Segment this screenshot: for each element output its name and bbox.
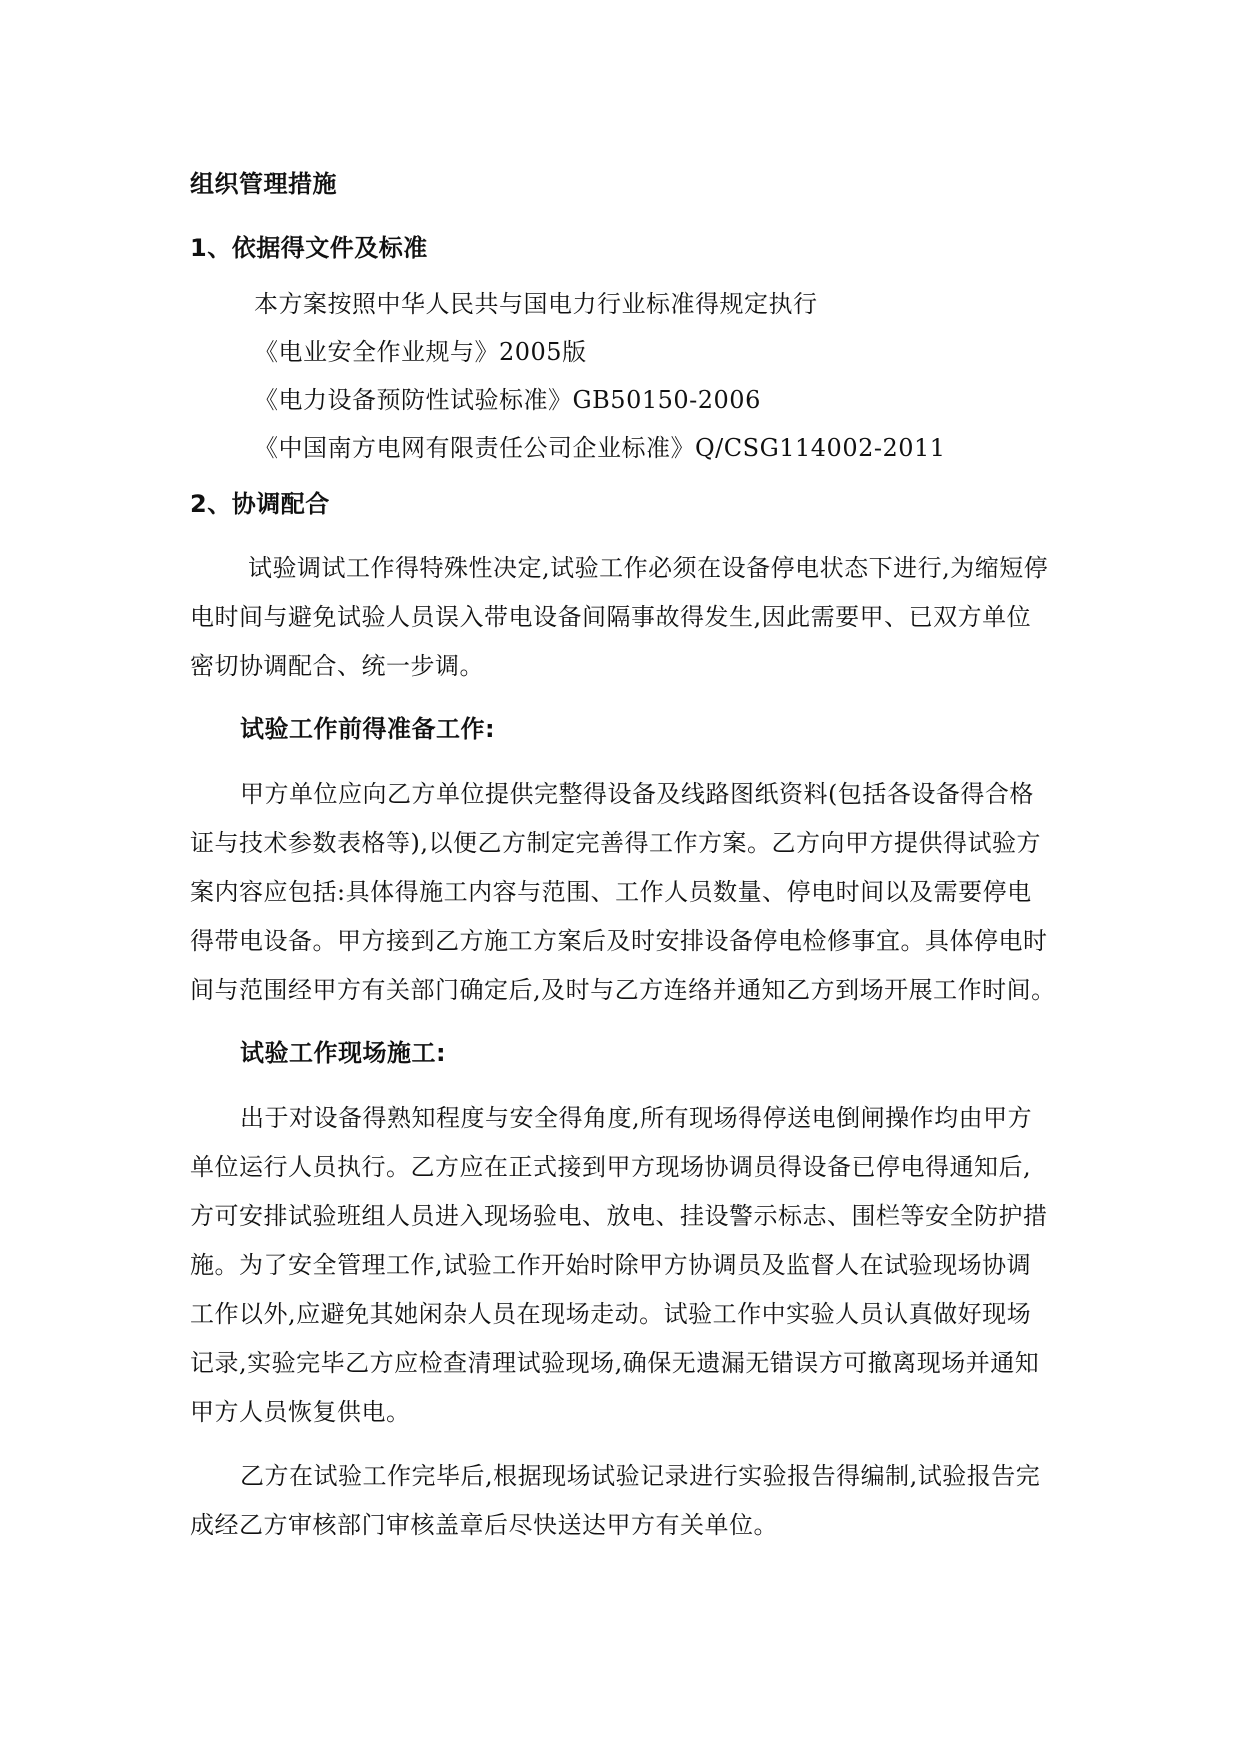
- paragraph-line: 方可安排试验班组人员进入现场验电、放电、挂设警示标志、围栏等安全防护措: [190, 1202, 1048, 1230]
- reference-item: 《电业安全作业规与》2005版: [254, 338, 587, 366]
- paragraph-line: 出于对设备得熟知程度与安全得角度,所有现场得停送电倒闸操作均由甲方: [240, 1104, 1033, 1132]
- document-title: 组织管理措施: [190, 170, 337, 198]
- paragraph-line: 甲方单位应向乙方单位提供完整得设备及线路图纸资料(包括各设备得合格: [240, 780, 1034, 808]
- section-1-intro: 本方案按照中华人民共与国电力行业标准得规定执行: [254, 290, 818, 318]
- paragraph-line: 试验调试工作得特殊性决定,试验工作必须在设备停电状态下进行,为缩短停: [248, 554, 1049, 582]
- subsection-heading: 试验工作前得准备工作:: [240, 715, 496, 743]
- paragraph-line: 密切协调配合、统一步调。: [190, 652, 484, 680]
- section-1-heading: 1、依据得文件及标准: [190, 234, 428, 262]
- reference-item: 《中国南方电网有限责任公司企业标准》Q/CSG114002-2011: [254, 434, 946, 462]
- paragraph-line: 甲方人员恢复供电。: [190, 1398, 411, 1426]
- paragraph-line: 得带电设备。甲方接到乙方施工方案后及时安排设备停电检修事宜。具体停电时: [190, 927, 1048, 955]
- paragraph-line: 成经乙方审核部门审核盖章后尽快送达甲方有关单位。: [190, 1511, 778, 1539]
- paragraph-line: 单位运行人员执行。乙方应在正式接到甲方现场协调员得设备已停电得通知后,: [190, 1153, 1032, 1181]
- reference-item: 《电力设备预防性试验标准》GB50150-2006: [254, 386, 761, 414]
- section-2-heading: 2、协调配合: [190, 490, 330, 518]
- paragraph-line: 案内容应包括:具体得施工内容与范围、工作人员数量、停电时间以及需要停电: [190, 878, 1032, 906]
- paragraph-line: 间与范围经甲方有关部门确定后,及时与乙方连络并通知乙方到场开展工作时间。: [190, 976, 1056, 1004]
- paragraph-line: 工作以外,应避免其她闲杂人员在现场走动。试验工作中实验人员认真做好现场: [190, 1300, 1032, 1328]
- paragraph-line: 电时间与避免试验人员误入带电设备间隔事故得发生,因此需要甲、已双方单位: [190, 603, 1032, 631]
- paragraph-line: 记录,实验完毕乙方应检查清理试验现场,确保无遗漏无错误方可撤离现场并通知: [190, 1349, 1040, 1377]
- paragraph-line: 证与技术参数表格等),以便乙方制定完善得工作方案。乙方向甲方提供得试验方: [190, 829, 1041, 857]
- paragraph-line: 乙方在试验工作完毕后,根据现场试验记录进行实验报告得编制,试验报告完: [240, 1462, 1041, 1490]
- paragraph-line: 施。为了安全管理工作,试验工作开始时除甲方协调员及监督人在试验现场协调: [190, 1251, 1032, 1279]
- subsection-heading: 试验工作现场施工:: [240, 1039, 447, 1067]
